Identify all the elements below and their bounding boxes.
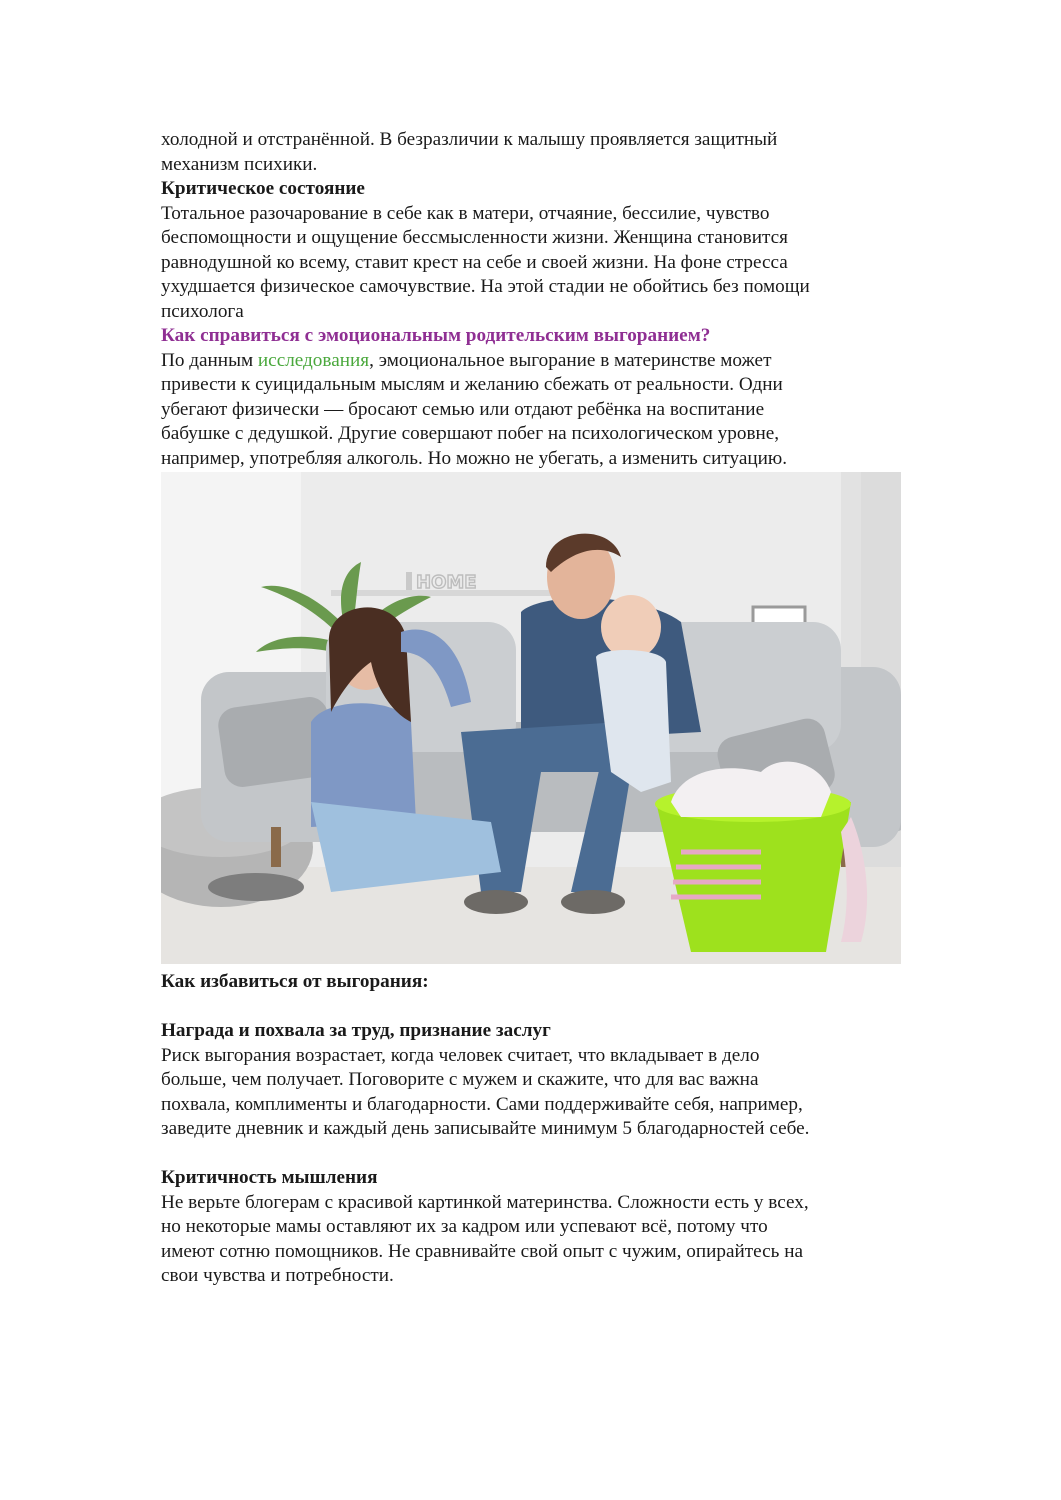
blank-line	[161, 995, 901, 1020]
paragraph-line: похвала, комплименты и благодарности. Сами поддерживайте себя, например,	[161, 1093, 803, 1115]
research-prefix: По данным	[161, 349, 258, 371]
paragraph-line: привести к суицидальным мыслям и желанию сбежать от реальности. Одни	[161, 374, 783, 395]
intro-line: холодной и отстранённой. В безразличии к малышу проявляется защитный	[161, 129, 778, 150]
intro-line: механизм психики.	[161, 153, 318, 175]
paragraph-line: свои чувства и потребности.	[161, 1265, 394, 1286]
section-heading-critical-thinking: Критичность мышления	[161, 1167, 378, 1188]
baby-figure	[601, 595, 661, 659]
paragraph-line: психолога	[161, 300, 244, 322]
research-suffix: , эмоциональное выгорание в материнстве может	[369, 349, 772, 371]
paragraph-line: больше, чем получает. Поговорите с мужем и скажите, что для вас важна	[161, 1069, 759, 1090]
section-heading-how-to-cope: Как справиться с эмоциональным родительским выгоранием?	[161, 325, 711, 346]
paragraph-line: Не верьте блогерам с красивой картинкой материнства. Сложности есть у всех,	[161, 1191, 809, 1213]
blank-line	[161, 1142, 901, 1167]
paragraph-line: но некоторые мамы оставляют их за кадром или успевают всё, потому что	[161, 1216, 768, 1237]
family-photo	[161, 472, 901, 964]
paragraph-line: Тотальное разочарование в себе как в матери, отчаяние, бессилие, чувство	[161, 202, 770, 224]
document-page	[161, 128, 901, 1289]
section-heading-reward: Награда и похвала за труд, признание заслуг	[161, 1020, 551, 1041]
family-photo-illustration	[161, 472, 901, 964]
section-heading-critical: Критическое состояние	[161, 178, 365, 199]
research-link[interactable]: исследования	[257, 349, 370, 371]
paragraph-line: заведите дневник и каждый день записывайте минимум 5 благодарностей себе.	[161, 1118, 810, 1139]
paragraph-line: Риск выгорания возрастает, когда человек считает, что вкладывает в дело	[161, 1044, 760, 1066]
paragraph-line	[161, 349, 901, 374]
section-heading-get-rid: Как избавиться от выгорания:	[161, 971, 429, 992]
home-sign: HOME	[416, 572, 477, 593]
paragraph-line: убегают физически — бросают семью или отдают ребёнка на воспитание	[161, 398, 765, 420]
paragraph-line: ухудшается физическое самочувствие. На этой стадии не обойтись без помощи	[161, 276, 810, 297]
paragraph-line: например, употребляя алкоголь. Но можно не убегать, а изменить ситуацию.	[161, 447, 788, 469]
paragraph-line: бабушке с дедушкой. Другие совершают побег на психологическом уровне,	[161, 423, 780, 444]
paragraph-line: имеют сотню помощников. Не сравнивайте свой опыт с чужим, опирайтесь на	[161, 1240, 803, 1262]
paragraph-line: беспомощности и ощущение бессмысленности жизни. Женщина становится	[161, 227, 788, 248]
paragraph-line: равнодушной ко всему, ставит крест на себе и своей жизни. На фоне стресса	[161, 251, 788, 273]
